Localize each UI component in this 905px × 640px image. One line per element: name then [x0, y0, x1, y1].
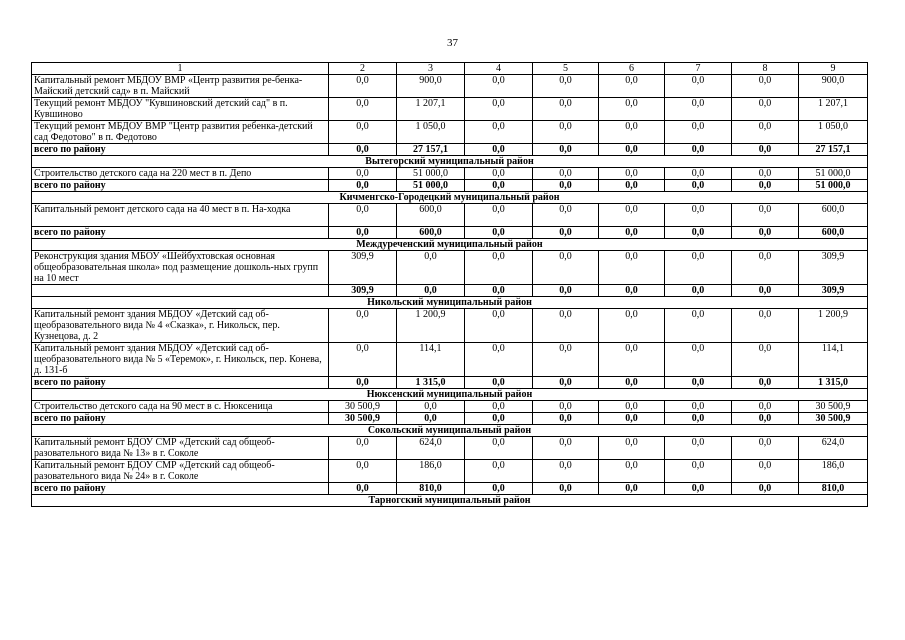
column-header: 8 [732, 63, 799, 75]
value-cell: 0,0 [599, 460, 665, 483]
value-cell: 0,0 [665, 460, 732, 483]
column-header: 5 [533, 63, 599, 75]
district-header-row [32, 239, 868, 251]
value-cell: 186,0 [799, 460, 868, 483]
item-description: Капитальный ремонт МБДОУ ВМР «Центр развития ре-бенка-Майский детский сад» в п. Майский [32, 75, 329, 98]
table-row [32, 75, 868, 98]
district-total-row [32, 180, 868, 192]
value-cell: 0,0 [329, 180, 397, 192]
table-row [32, 460, 868, 483]
value-cell: 0,0 [329, 75, 397, 98]
value-cell: 624,0 [397, 437, 465, 460]
value-cell: 0,0 [732, 251, 799, 285]
value-cell: 0,0 [397, 401, 465, 413]
value-cell: 0,0 [533, 483, 599, 495]
value-cell: 0,0 [599, 180, 665, 192]
value-cell: 0,0 [533, 251, 599, 285]
table-row [32, 437, 868, 460]
value-cell: 0,0 [465, 168, 533, 180]
value-cell: 0,0 [665, 180, 732, 192]
value-cell: 0,0 [465, 180, 533, 192]
district-name: Сокольский муниципальный район [32, 425, 868, 437]
item-description: Текущий ремонт МБДОУ "Кувшиновский детский сад" в п. Кувшиново [32, 98, 329, 121]
value-cell: 0,0 [665, 204, 732, 227]
total-label: всего по району [32, 483, 329, 495]
value-cell: 600,0 [397, 204, 465, 227]
value-cell: 0,0 [599, 227, 665, 239]
value-cell: 309,9 [329, 285, 397, 297]
value-cell: 0,0 [665, 75, 732, 98]
budget-table [31, 62, 868, 507]
value-cell: 0,0 [533, 377, 599, 389]
value-cell: 0,0 [732, 204, 799, 227]
value-cell: 0,0 [329, 309, 397, 343]
value-cell: 0,0 [732, 168, 799, 180]
value-cell: 0,0 [599, 309, 665, 343]
value-cell: 0,0 [533, 309, 599, 343]
value-cell: 0,0 [665, 168, 732, 180]
value-cell: 0,0 [732, 227, 799, 239]
value-cell: 810,0 [397, 483, 465, 495]
value-cell: 0,0 [665, 309, 732, 343]
item-description: Капитальный ремонт БДОУ СМР «Детский сад общеоб-разовательного вида № 24» в г. Соколе [32, 460, 329, 483]
value-cell: 0,0 [465, 75, 533, 98]
table-row [32, 204, 868, 227]
value-cell: 1 050,0 [397, 121, 465, 144]
value-cell: 0,0 [397, 413, 465, 425]
value-cell: 0,0 [329, 437, 397, 460]
value-cell: 810,0 [799, 483, 868, 495]
item-description: Капитальный ремонт детского сада на 40 мест в п. На-ходка [32, 204, 329, 227]
value-cell: 0,0 [665, 251, 732, 285]
value-cell: 0,0 [732, 75, 799, 98]
column-header: 7 [665, 63, 732, 75]
value-cell: 0,0 [465, 285, 533, 297]
value-cell: 0,0 [465, 144, 533, 156]
value-cell: 0,0 [465, 437, 533, 460]
value-cell: 0,0 [665, 437, 732, 460]
district-header-row [32, 192, 868, 204]
value-cell: 0,0 [465, 401, 533, 413]
value-cell: 114,1 [397, 343, 465, 377]
value-cell: 0,0 [665, 227, 732, 239]
value-cell: 0,0 [465, 413, 533, 425]
value-cell: 0,0 [599, 377, 665, 389]
value-cell: 0,0 [732, 285, 799, 297]
value-cell: 600,0 [799, 204, 868, 227]
value-cell: 27 157,1 [397, 144, 465, 156]
value-cell: 309,9 [799, 251, 868, 285]
item-description: Капитальный ремонт здания МБДОУ «Детский сад об-щеобразовательного вида № 5 «Теремок», г. Никольск, пер. Конева, д. 131-б [32, 343, 329, 377]
value-cell: 0,0 [732, 121, 799, 144]
value-cell: 0,0 [329, 377, 397, 389]
total-label [32, 285, 329, 297]
value-cell: 0,0 [732, 144, 799, 156]
value-cell: 30 500,9 [799, 401, 868, 413]
district-header-row [32, 389, 868, 401]
value-cell: 0,0 [465, 121, 533, 144]
value-cell: 0,0 [533, 180, 599, 192]
table-row [32, 309, 868, 343]
value-cell: 0,0 [732, 401, 799, 413]
value-cell: 0,0 [465, 309, 533, 343]
value-cell: 1 050,0 [799, 121, 868, 144]
value-cell: 0,0 [465, 343, 533, 377]
value-cell: 0,0 [397, 251, 465, 285]
total-label: всего по району [32, 180, 329, 192]
value-cell: 0,0 [732, 437, 799, 460]
item-description: Реконструкция здания МБОУ «Шейбухтовская основная общеобразовательная школа» под размещение дошколь-ных групп на 10 мест [32, 251, 329, 285]
value-cell: 0,0 [533, 343, 599, 377]
value-cell: 0,0 [665, 413, 732, 425]
table-row [32, 98, 868, 121]
value-cell: 1 207,1 [799, 98, 868, 121]
value-cell: 0,0 [465, 377, 533, 389]
value-cell: 0,0 [465, 483, 533, 495]
total-label: всего по району [32, 413, 329, 425]
value-cell: 0,0 [665, 98, 732, 121]
district-header-row [32, 156, 868, 168]
value-cell: 0,0 [329, 121, 397, 144]
page-number: 37 [447, 37, 458, 49]
total-label: всего по району [32, 377, 329, 389]
district-name: Тарногский муниципальный район [32, 495, 868, 507]
value-cell: 30 500,9 [329, 401, 397, 413]
item-description: Капитальный ремонт БДОУ СМР «Детский сад общеоб-разовательного вида № 13» в г. Соколе [32, 437, 329, 460]
value-cell: 0,0 [599, 413, 665, 425]
value-cell: 0,0 [329, 343, 397, 377]
district-total-row [32, 377, 868, 389]
value-cell: 1 315,0 [799, 377, 868, 389]
value-cell: 30 500,9 [329, 413, 397, 425]
value-cell: 114,1 [799, 343, 868, 377]
table-row [32, 343, 868, 377]
value-cell: 186,0 [397, 460, 465, 483]
value-cell: 0,0 [533, 98, 599, 121]
value-cell: 0,0 [599, 204, 665, 227]
value-cell: 0,0 [732, 460, 799, 483]
value-cell: 30 500,9 [799, 413, 868, 425]
district-name: Кичменгско-Городецкий муниципальный район [32, 192, 868, 204]
value-cell: 0,0 [599, 343, 665, 377]
district-total-row [32, 413, 868, 425]
value-cell: 0,0 [599, 251, 665, 285]
value-cell: 0,0 [533, 204, 599, 227]
value-cell: 600,0 [799, 227, 868, 239]
item-description: Капитальный ремонт здания МБДОУ «Детский сад об-щеобразовательного вида № 4 «Сказка», г. Никольск, пер. Кузнецова, д. 2 [32, 309, 329, 343]
value-cell: 0,0 [533, 144, 599, 156]
value-cell: 309,9 [799, 285, 868, 297]
value-cell: 0,0 [732, 309, 799, 343]
value-cell: 0,0 [533, 285, 599, 297]
value-cell: 0,0 [329, 460, 397, 483]
value-cell: 51 000,0 [799, 168, 868, 180]
value-cell: 0,0 [465, 227, 533, 239]
value-cell: 0,0 [732, 180, 799, 192]
value-cell: 0,0 [732, 98, 799, 121]
value-cell: 0,0 [732, 483, 799, 495]
column-header: 1 [32, 63, 329, 75]
value-cell: 0,0 [533, 460, 599, 483]
value-cell: 0,0 [599, 285, 665, 297]
district-name: Нюксенский муниципальный район [32, 389, 868, 401]
district-name: Никольский муниципальный район [32, 297, 868, 309]
value-cell: 0,0 [665, 483, 732, 495]
value-cell: 0,0 [465, 98, 533, 121]
value-cell: 1 200,9 [799, 309, 868, 343]
value-cell: 0,0 [465, 204, 533, 227]
item-description: Строительство детского сада на 220 мест в п. Депо [32, 168, 329, 180]
value-cell: 0,0 [732, 343, 799, 377]
item-description: Строительство детского сада на 90 мест в с. Нюксеница [32, 401, 329, 413]
district-total-row [32, 285, 868, 297]
value-cell: 900,0 [799, 75, 868, 98]
value-cell: 0,0 [329, 483, 397, 495]
column-header: 9 [799, 63, 868, 75]
value-cell: 27 157,1 [799, 144, 868, 156]
table-row [32, 401, 868, 413]
column-header: 3 [397, 63, 465, 75]
value-cell: 0,0 [599, 98, 665, 121]
value-cell: 309,9 [329, 251, 397, 285]
value-cell: 0,0 [599, 401, 665, 413]
value-cell: 0,0 [533, 121, 599, 144]
district-header-row [32, 425, 868, 437]
value-cell: 0,0 [329, 144, 397, 156]
value-cell: 0,0 [599, 121, 665, 144]
value-cell: 1 315,0 [397, 377, 465, 389]
district-total-row [32, 227, 868, 239]
value-cell: 1 207,1 [397, 98, 465, 121]
value-cell: 0,0 [533, 168, 599, 180]
value-cell: 0,0 [533, 413, 599, 425]
value-cell: 0,0 [665, 343, 732, 377]
value-cell: 1 200,9 [397, 309, 465, 343]
value-cell: 0,0 [465, 460, 533, 483]
value-cell: 624,0 [799, 437, 868, 460]
district-header-row [32, 495, 868, 507]
value-cell: 0,0 [329, 204, 397, 227]
district-header-row [32, 297, 868, 309]
value-cell: 0,0 [665, 144, 732, 156]
value-cell: 0,0 [665, 285, 732, 297]
district-name: Междуреченский муниципальный район [32, 239, 868, 251]
district-total-row [32, 483, 868, 495]
value-cell: 0,0 [732, 377, 799, 389]
value-cell: 0,0 [465, 251, 533, 285]
total-label: всего по району [32, 144, 329, 156]
value-cell: 0,0 [665, 377, 732, 389]
value-cell: 0,0 [329, 98, 397, 121]
item-description: Текущий ремонт МБДОУ ВМР "Центр развития ребенка-детский сад Федотово" в п. Федотово [32, 121, 329, 144]
value-cell: 900,0 [397, 75, 465, 98]
table-row [32, 121, 868, 144]
value-cell: 0,0 [599, 483, 665, 495]
value-cell: 0,0 [329, 227, 397, 239]
value-cell: 600,0 [397, 227, 465, 239]
value-cell: 0,0 [533, 437, 599, 460]
district-name: Вытегорский муниципальный район [32, 156, 868, 168]
value-cell: 0,0 [397, 285, 465, 297]
value-cell: 51 000,0 [397, 168, 465, 180]
district-total-row [32, 144, 868, 156]
value-cell: 0,0 [732, 413, 799, 425]
header-row [32, 63, 868, 75]
value-cell: 0,0 [599, 168, 665, 180]
value-cell: 0,0 [665, 121, 732, 144]
value-cell: 0,0 [533, 75, 599, 98]
table-row [32, 251, 868, 285]
table-row [32, 168, 868, 180]
value-cell: 0,0 [665, 401, 732, 413]
column-header: 6 [599, 63, 665, 75]
column-header: 4 [465, 63, 533, 75]
value-cell: 0,0 [599, 437, 665, 460]
total-label: всего по району [32, 227, 329, 239]
column-header: 2 [329, 63, 397, 75]
value-cell: 0,0 [533, 227, 599, 239]
value-cell: 0,0 [599, 144, 665, 156]
value-cell: 51 000,0 [397, 180, 465, 192]
value-cell: 51 000,0 [799, 180, 868, 192]
value-cell: 0,0 [329, 168, 397, 180]
value-cell: 0,0 [533, 401, 599, 413]
value-cell: 0,0 [599, 75, 665, 98]
